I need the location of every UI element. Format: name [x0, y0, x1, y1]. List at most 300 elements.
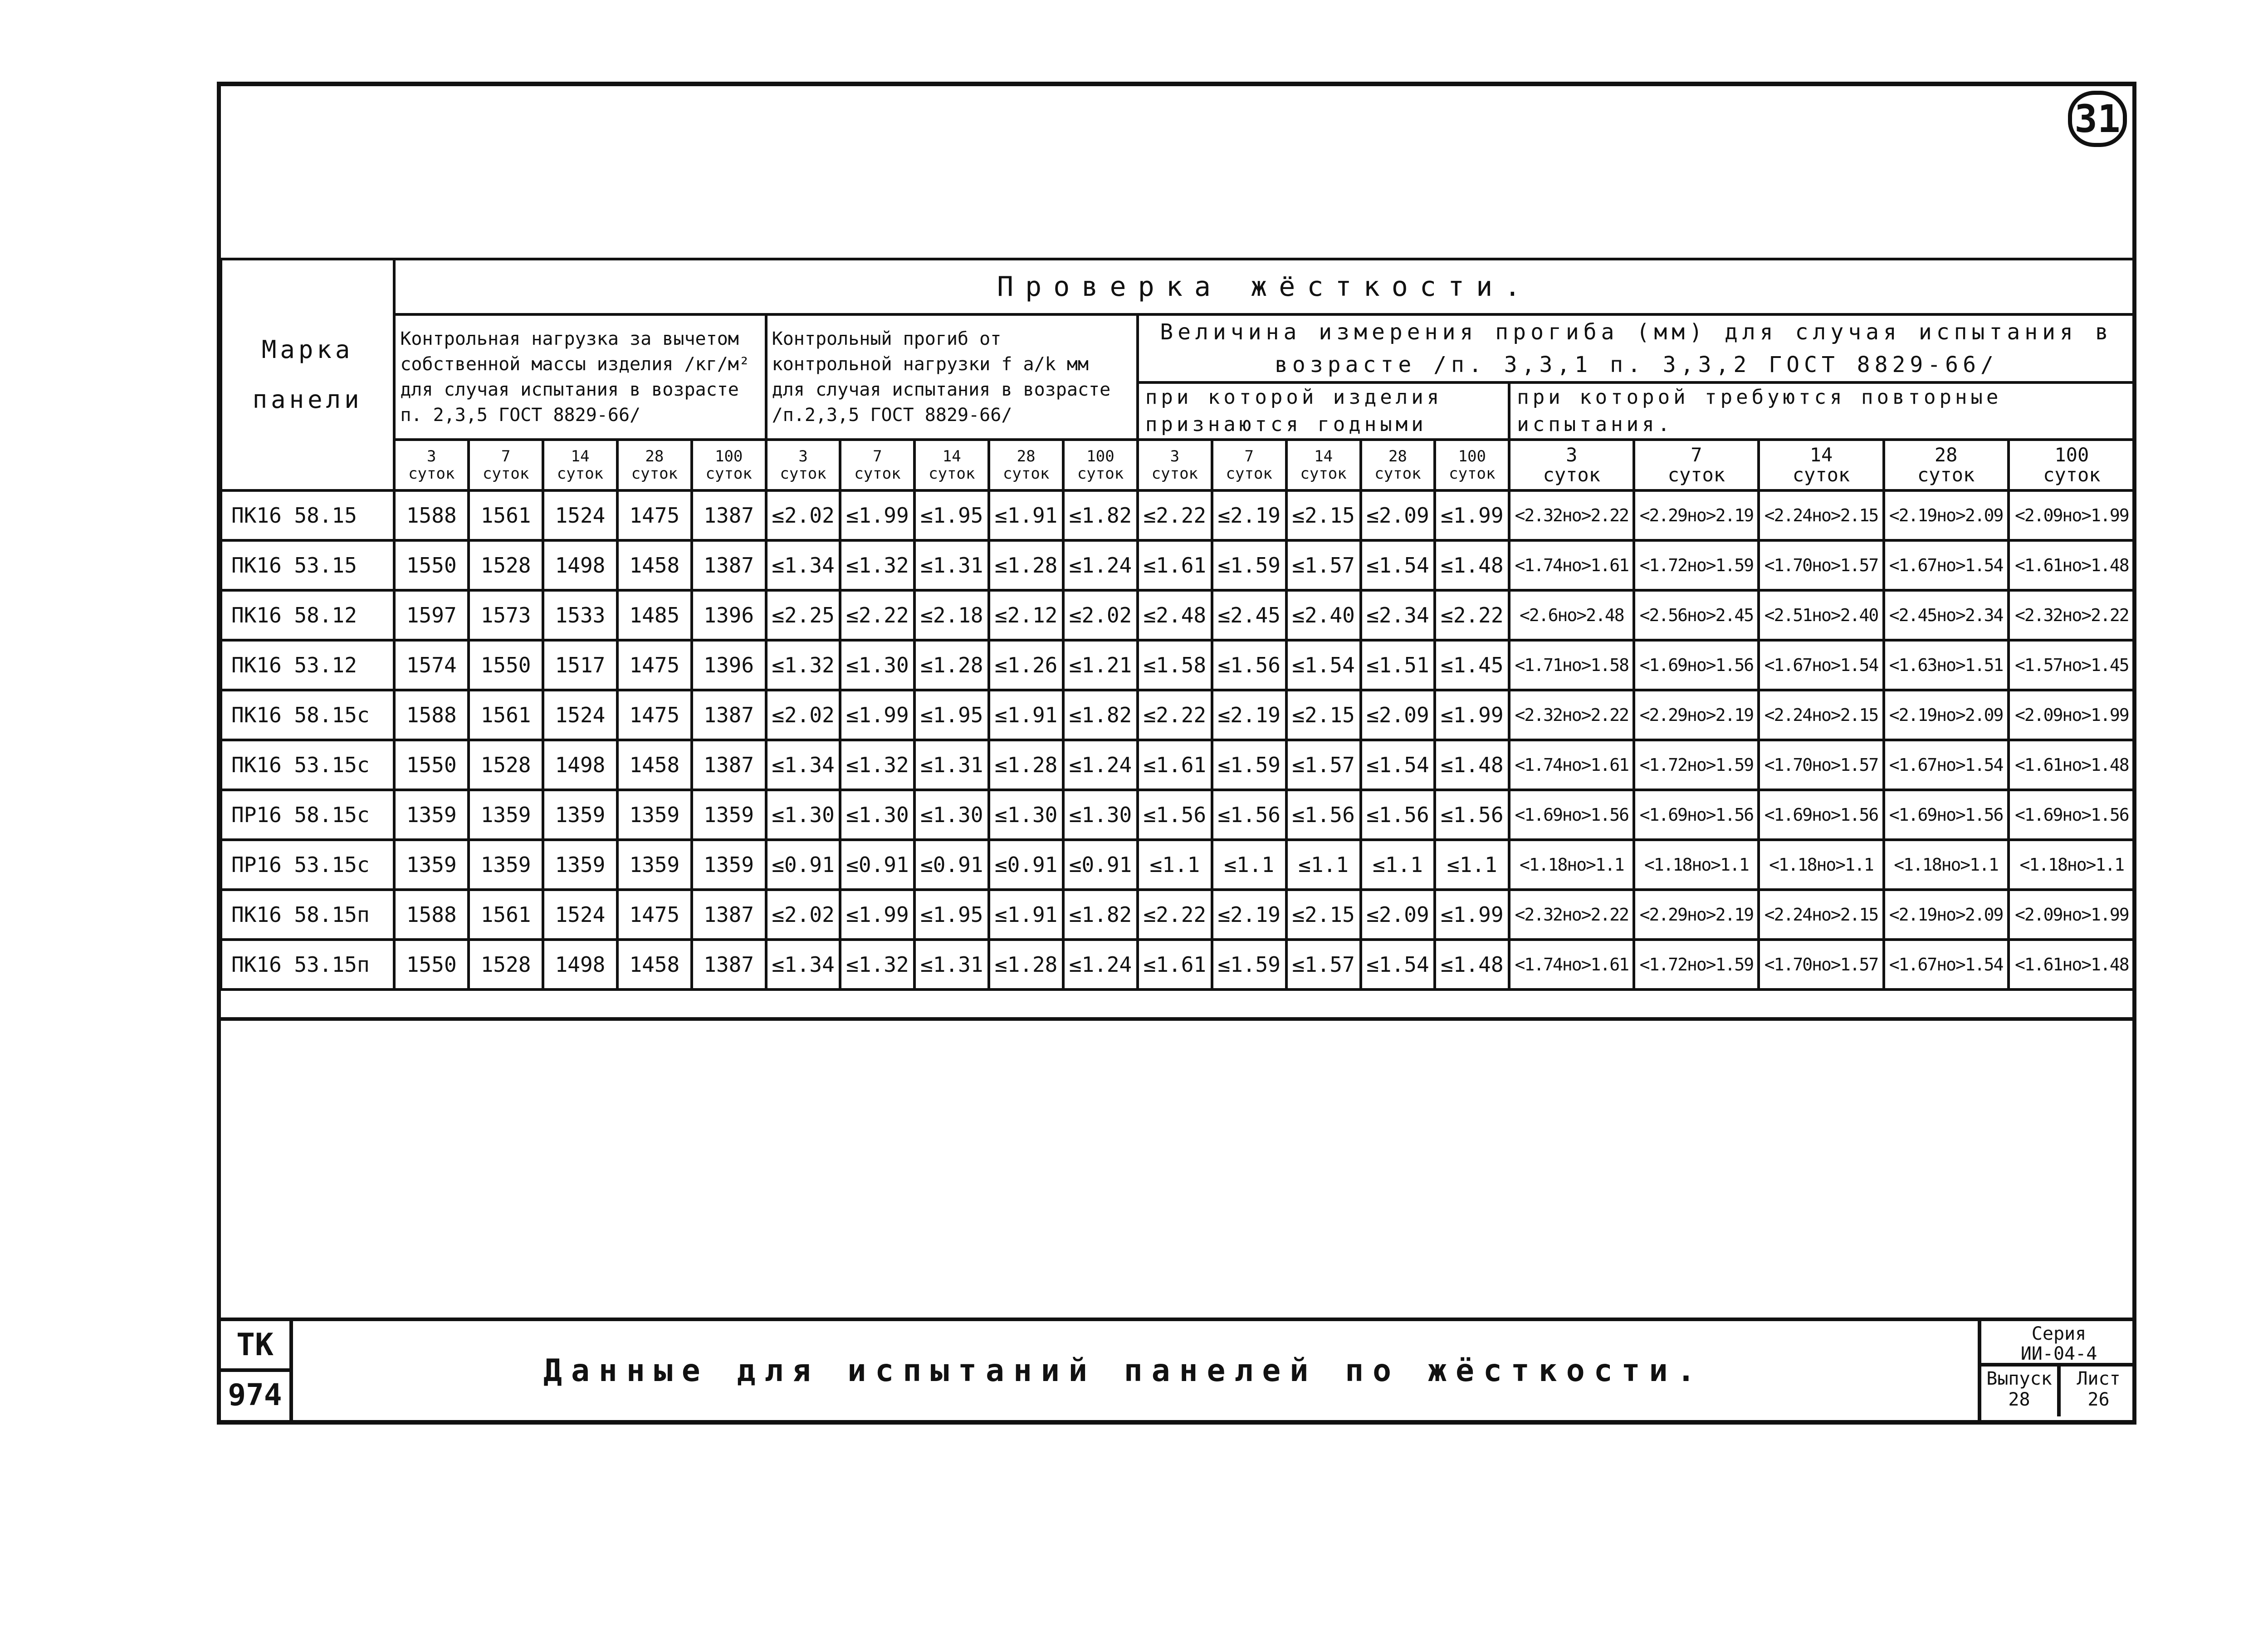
load-value-cell: 1597: [394, 590, 469, 640]
panel-mark-cell: ПК16 53.15: [221, 540, 394, 590]
repeat-value-cell: <1.61но>1.48: [2009, 740, 2135, 790]
load-value-cell: 1517: [543, 640, 617, 690]
good-value-cell: ≤1.99: [1435, 890, 1509, 940]
repeat-value-cell: <1.18но>1.1: [1884, 840, 2009, 890]
load-value-cell: 1528: [469, 940, 543, 989]
deflection-value-cell: ≤1.34: [766, 740, 841, 790]
repeat-value-cell: <1.69но>1.56: [1884, 790, 2009, 840]
day-unit: суток: [705, 465, 752, 483]
good-value-cell: ≤2.09: [1361, 690, 1435, 740]
load-value-cell: 1475: [617, 890, 692, 940]
repeat-value-cell: <1.67но>1.54: [1884, 740, 2009, 790]
series-value: ИИ-04-4: [2020, 1343, 2097, 1364]
day-header-cell: [2009, 440, 2135, 490]
stamp-code: ТК: [220, 1321, 289, 1372]
repeat-value-cell: <1.70но>1.57: [1759, 940, 1883, 989]
repeat-value-cell: <1.61но>1.48: [2009, 540, 2135, 590]
deflection-value-cell: ≤1.95: [914, 490, 989, 540]
load-value-cell: 1524: [543, 890, 617, 940]
deflection-value-cell: ≤0.91: [989, 840, 1063, 890]
load-value-cell: 1359: [394, 840, 469, 890]
stiffness-table-area: [220, 258, 2136, 991]
load-value-cell: 1498: [543, 540, 617, 590]
deflection-value-cell: ≤1.21: [1063, 640, 1138, 690]
marka-header: Марка панели: [221, 259, 394, 490]
day-header-cell: [1884, 440, 2009, 490]
issue-value: 28: [2008, 1389, 2030, 1410]
deflection-value-cell: ≤1.82: [1063, 890, 1138, 940]
deflection-value-cell: ≤0.91: [1063, 840, 1138, 890]
issue-sheet-row: [1981, 1367, 2136, 1416]
panel-mark-cell: ПК16 58.15с: [221, 690, 394, 740]
load-value-cell: 1498: [543, 740, 617, 790]
repeat-value-cell: <2.29но>2.19: [1634, 890, 1759, 940]
repeat-value-cell: <1.18но>1.1: [1759, 840, 1883, 890]
deflection-value-cell: ≤1.30: [840, 640, 914, 690]
repeat-value-cell: <2.6но>2.48: [1509, 590, 1634, 640]
repeat-value-cell: <1.74но>1.61: [1509, 540, 1634, 590]
repeat-value-cell: <1.18но>1.1: [1509, 840, 1634, 890]
good-value-cell: ≤1.54: [1361, 540, 1435, 590]
load-value-cell: 1387: [692, 890, 766, 940]
repeat-value-cell: <2.24но>2.15: [1759, 890, 1883, 940]
deflection-value-cell: ≤1.30: [766, 790, 841, 840]
deflection-value-cell: ≤1.82: [1063, 490, 1138, 540]
good-value-cell: ≤1.51: [1361, 640, 1435, 690]
day-unit: суток: [557, 465, 604, 483]
load-value-cell: 1528: [469, 540, 543, 590]
issue-label: Выпуск: [1986, 1368, 2052, 1389]
good-value-cell: ≤2.15: [1286, 490, 1361, 540]
day-unit: суток: [929, 465, 975, 483]
deflection-value-cell: ≤0.91: [840, 840, 914, 890]
load-value-cell: 1387: [692, 540, 766, 590]
day-unit: суток: [1374, 465, 1421, 483]
deflection-value-cell: ≤2.02: [1063, 590, 1138, 640]
good-value-cell: ≤1.57: [1286, 540, 1361, 590]
stamp-box: [220, 1321, 293, 1421]
good-value-cell: ≤1.59: [1212, 740, 1286, 790]
good-value-cell: ≤1.59: [1212, 540, 1286, 590]
day-header-cell: [1286, 440, 1361, 490]
deflection-value-cell: ≤1.32: [840, 540, 914, 590]
day-unit: суток: [1077, 465, 1124, 483]
repeat-value-cell: <1.69но>1.56: [2009, 790, 2135, 840]
day-header-cell: [914, 440, 989, 490]
day-unit: суток: [1151, 465, 1198, 483]
deflection-value-cell: ≤1.32: [840, 940, 914, 989]
good-value-cell: ≤2.19: [1212, 490, 1286, 540]
load-value-cell: 1475: [617, 640, 692, 690]
load-value-cell: 1475: [617, 690, 692, 740]
day-number: 3: [798, 447, 808, 465]
good-value-cell: ≤2.09: [1361, 890, 1435, 940]
deflection-value-cell: ≤1.82: [1063, 690, 1138, 740]
repeat-value-cell: <1.69но>1.56: [1759, 790, 1883, 840]
load-value-cell: 1550: [394, 940, 469, 989]
table-row: [221, 790, 2135, 840]
load-value-cell: 1533: [543, 590, 617, 640]
day-number: 7: [501, 447, 511, 465]
repeat-value-cell: <1.18но>1.1: [2009, 840, 2135, 890]
load-value-cell: 1528: [469, 740, 543, 790]
deflection-value-cell: ≤1.99: [840, 690, 914, 740]
deflection-value-cell: ≤1.30: [989, 790, 1063, 840]
repeat-subheader: при которой требуются повторные испытания.: [1509, 382, 2135, 440]
day-header-cell: [1063, 440, 1138, 490]
day-number: 3: [427, 447, 436, 465]
load-value-cell: 1498: [543, 940, 617, 989]
panel-mark-cell: ПР16 58.15с: [221, 790, 394, 840]
day-header-cell: [1435, 440, 1509, 490]
load-value-cell: 1550: [394, 740, 469, 790]
deflection-value-cell: ≤1.32: [766, 640, 841, 690]
day-unit: суток: [631, 465, 678, 483]
load-value-cell: 1359: [692, 840, 766, 890]
repeat-value-cell: <1.67но>1.54: [1884, 940, 2009, 989]
table-row: [221, 540, 2135, 590]
deflection-value-cell: ≤1.91: [989, 490, 1063, 540]
deflection-value-cell: ≤2.02: [766, 690, 841, 740]
deflection-value-cell: ≤2.02: [766, 890, 841, 940]
issue-cell: [1981, 1367, 2061, 1416]
day-unit: суток: [1002, 465, 1050, 483]
deflection-value-cell: ≤1.28: [989, 940, 1063, 989]
repeat-value-cell: <1.67но>1.54: [1759, 640, 1883, 690]
repeat-value-cell: <2.19но>2.09: [1884, 490, 2009, 540]
good-value-cell: ≤1.54: [1361, 740, 1435, 790]
load-value-cell: 1561: [469, 490, 543, 540]
good-value-cell: ≤2.40: [1286, 590, 1361, 640]
good-value-cell: ≤2.22: [1138, 890, 1212, 940]
repeat-value-cell: <2.19но>2.09: [1884, 890, 2009, 940]
deflection-value-cell: ≤1.28: [989, 540, 1063, 590]
repeat-value-cell: <2.56но>2.45: [1634, 590, 1759, 640]
good-value-cell: ≤1.45: [1435, 640, 1509, 690]
load-value-cell: 1561: [469, 690, 543, 740]
deflection-value-cell: ≤1.91: [989, 890, 1063, 940]
good-value-cell: ≤1.57: [1286, 740, 1361, 790]
good-value-cell: ≤1.54: [1361, 940, 1435, 989]
title-block: [217, 1318, 2136, 1425]
day-header-cell: [989, 440, 1063, 490]
day-header-cell: [766, 440, 841, 490]
good-value-cell: ≤2.22: [1138, 690, 1212, 740]
panel-mark-cell: ПК16 58.15п: [221, 890, 394, 940]
repeat-value-cell: <2.32но>2.22: [1509, 890, 1634, 940]
repeat-value-cell: <1.61но>1.48: [2009, 940, 2135, 989]
good-value-cell: ≤1.1: [1212, 840, 1286, 890]
load-value-cell: 1359: [543, 840, 617, 890]
sheet-number-circle: 31: [2068, 91, 2127, 147]
day-header-cell: [1759, 440, 1883, 490]
repeat-value-cell: <2.45но>2.34: [1884, 590, 2009, 640]
day-unit: суток: [1300, 465, 1347, 483]
load-value-cell: 1359: [617, 840, 692, 890]
deflection-value-cell: ≤1.32: [840, 740, 914, 790]
good-value-cell: ≤1.1: [1138, 840, 1212, 890]
day-number: 14: [1809, 444, 1833, 466]
deflection-value-cell: ≤1.34: [766, 940, 841, 989]
load-value-cell: 1573: [469, 590, 543, 640]
repeat-value-cell: <1.69но>1.56: [1634, 640, 1759, 690]
day-number: 28: [1017, 447, 1036, 465]
deflection-value-cell: ≤2.25: [766, 590, 841, 640]
good-value-cell: ≤1.99: [1435, 490, 1509, 540]
good-value-cell: ≤1.61: [1138, 540, 1212, 590]
good-value-cell: ≤1.58: [1138, 640, 1212, 690]
panel-mark-cell: ПК16 53.15с: [221, 740, 394, 790]
good-value-cell: ≤1.48: [1435, 940, 1509, 989]
repeat-value-cell: <2.32но>2.22: [1509, 490, 1634, 540]
deflection-value-cell: ≤1.34: [766, 540, 841, 590]
day-header-cell: [543, 440, 617, 490]
day-unit: суток: [2043, 464, 2101, 486]
days-header-row: [221, 440, 2135, 490]
deflection-value-cell: ≤1.30: [1063, 790, 1138, 840]
deflection-value-cell: ≤1.31: [914, 740, 989, 790]
deflection-value-cell: ≤1.24: [1063, 940, 1138, 989]
day-header-cell: [394, 440, 469, 490]
deflection-value-cell: ≤1.31: [914, 940, 989, 989]
load-value-cell: 1588: [394, 490, 469, 540]
day-header-cell: [1634, 440, 1759, 490]
deflection-value-cell: ≤1.28: [989, 740, 1063, 790]
load-value-cell: 1588: [394, 690, 469, 740]
repeat-value-cell: <1.18но>1.1: [1634, 840, 1759, 890]
good-value-cell: ≤1.57: [1286, 940, 1361, 989]
good-value-cell: ≤1.99: [1435, 690, 1509, 740]
day-number: 14: [942, 447, 961, 465]
panel-mark-cell: ПК16 58.15: [221, 490, 394, 540]
load-value-cell: 1387: [692, 940, 766, 989]
good-value-cell: ≤1.59: [1212, 940, 1286, 989]
deflection-value-cell: ≤1.24: [1063, 740, 1138, 790]
repeat-value-cell: <2.32но>2.22: [1509, 690, 1634, 740]
day-number: 3: [1170, 447, 1180, 465]
good-value-cell: ≤1.48: [1435, 540, 1509, 590]
repeat-value-cell: <1.69но>1.56: [1509, 790, 1634, 840]
repeat-value-cell: <1.69но>1.56: [1634, 790, 1759, 840]
stiffness-table: [220, 258, 2136, 991]
good-subheader: при которой изделия признаются годными: [1138, 382, 1509, 440]
load-value-cell: 1550: [469, 640, 543, 690]
good-value-cell: ≤2.45: [1212, 590, 1286, 640]
good-value-cell: ≤2.48: [1138, 590, 1212, 640]
repeat-value-cell: <2.29но>2.19: [1634, 490, 1759, 540]
day-header-cell: [1212, 440, 1286, 490]
load-value-cell: 1396: [692, 590, 766, 640]
load-value-cell: 1387: [692, 490, 766, 540]
sheet-cell: [2061, 1367, 2136, 1416]
good-value-cell: ≤1.1: [1286, 840, 1361, 890]
day-unit: суток: [1449, 465, 1496, 483]
repeat-value-cell: <1.70но>1.57: [1759, 740, 1883, 790]
repeat-value-cell: <2.09но>1.99: [2009, 490, 2135, 540]
table-row: [221, 490, 2135, 540]
table-row: [221, 590, 2135, 640]
good-value-cell: ≤1.48: [1435, 740, 1509, 790]
day-number: 28: [645, 447, 664, 465]
deflection-value-cell: ≤0.91: [766, 840, 841, 890]
load-value-cell: 1387: [692, 740, 766, 790]
load-value-cell: 1458: [617, 940, 692, 989]
table-row: [221, 690, 2135, 740]
day-number: 7: [1691, 444, 1702, 466]
day-number: 7: [873, 447, 882, 465]
repeat-value-cell: <1.70но>1.57: [1759, 540, 1883, 590]
drawing-title: Данные для испытаний панелей по жёсткости.: [543, 1353, 1705, 1389]
good-value-cell: ≤1.61: [1138, 740, 1212, 790]
day-number: 100: [714, 447, 743, 465]
load-value-cell: 1588: [394, 890, 469, 940]
deflection-value-cell: ≤0.91: [914, 840, 989, 890]
day-unit: суток: [1226, 465, 1272, 483]
good-value-cell: ≤1.56: [1361, 790, 1435, 840]
table-bottom-border: [217, 1017, 2136, 1021]
repeat-value-cell: <2.19но>2.09: [1884, 690, 2009, 740]
load-value-cell: 1475: [617, 490, 692, 540]
sheet-value: 26: [2087, 1389, 2110, 1410]
load-value-cell: 1359: [617, 790, 692, 840]
deflection-value-cell: ≤1.24: [1063, 540, 1138, 590]
table-row: [221, 840, 2135, 890]
good-value-cell: ≤1.56: [1212, 640, 1286, 690]
day-unit: суток: [408, 465, 455, 483]
panel-mark-cell: ПК16 58.12: [221, 590, 394, 640]
series-box: [1978, 1321, 2136, 1420]
day-number: 14: [1314, 447, 1333, 465]
panel-mark-cell: ПК16 53.15п: [221, 940, 394, 989]
table-title: Проверка жёсткости.: [394, 259, 2135, 314]
good-value-cell: ≤2.34: [1361, 590, 1435, 640]
good-value-cell: ≤2.19: [1212, 890, 1286, 940]
good-value-cell: ≤1.1: [1361, 840, 1435, 890]
deflection-group-header: Контрольный прогиб от контрольной нагрузки f a/k мм для случая испытания в возрасте /п.2,3,5 ГОСТ 8829-66/: [766, 314, 1138, 440]
day-number: 7: [1244, 447, 1254, 465]
day-unit: суток: [1792, 464, 1850, 486]
day-header-cell: [1361, 440, 1435, 490]
day-number: 3: [1566, 444, 1578, 466]
day-number: 14: [571, 447, 590, 465]
load-group-header: Контрольная нагрузка за вычетом собственной массы изделия /кг/м² для случая испытания в возрасте п. 2,3,5 ГОСТ 8829-66/: [394, 314, 766, 440]
day-number: 100: [1086, 447, 1114, 465]
deflection-value-cell: ≤1.30: [914, 790, 989, 840]
load-value-cell: 1387: [692, 690, 766, 740]
load-value-cell: 1359: [469, 840, 543, 890]
repeat-value-cell: <2.29но>2.19: [1634, 690, 1759, 740]
good-value-cell: ≤1.54: [1286, 640, 1361, 690]
good-value-cell: ≤2.22: [1435, 590, 1509, 640]
day-unit: суток: [1667, 464, 1725, 486]
good-value-cell: ≤1.56: [1435, 790, 1509, 840]
repeat-value-cell: <1.71но>1.58: [1509, 640, 1634, 690]
repeat-value-cell: <1.67но>1.54: [1884, 540, 2009, 590]
repeat-value-cell: <1.57но>1.45: [2009, 640, 2135, 690]
panel-mark-cell: ПК16 53.12: [221, 640, 394, 690]
day-number: 28: [1934, 444, 1958, 466]
repeat-value-cell: <2.32но>2.22: [2009, 590, 2135, 640]
panel-mark-cell: ПР16 53.15с: [221, 840, 394, 890]
load-value-cell: 1359: [692, 790, 766, 840]
good-value-cell: ≤1.1: [1435, 840, 1509, 890]
table-row: [221, 940, 2135, 989]
series-cell: [1981, 1321, 2136, 1367]
load-value-cell: 1458: [617, 540, 692, 590]
good-value-cell: ≤2.15: [1286, 890, 1361, 940]
load-value-cell: 1485: [617, 590, 692, 640]
repeat-value-cell: <1.72но>1.59: [1634, 740, 1759, 790]
repeat-value-cell: <1.74но>1.61: [1509, 940, 1634, 989]
deflection-value-cell: ≤2.18: [914, 590, 989, 640]
deflection-value-cell: ≤1.95: [914, 890, 989, 940]
day-unit: суток: [854, 465, 901, 483]
good-value-cell: ≤2.15: [1286, 690, 1361, 740]
deflection-value-cell: ≤1.99: [840, 490, 914, 540]
stamp-number: 974: [228, 1377, 282, 1412]
table-row: [221, 740, 2135, 790]
load-value-cell: 1359: [394, 790, 469, 840]
good-value-cell: ≤2.22: [1138, 490, 1212, 540]
repeat-value-cell: <1.72но>1.59: [1634, 540, 1759, 590]
deflection-value-cell: ≤1.91: [989, 690, 1063, 740]
repeat-value-cell: <1.74но>1.61: [1509, 740, 1634, 790]
day-number: 28: [1388, 447, 1407, 465]
load-value-cell: 1396: [692, 640, 766, 690]
day-header-cell: [692, 440, 766, 490]
measure-group-header: Величина измерения прогиба (мм) для случая испытания в возрасте /п. 3,3,1 п. 3,3,2 ГОСТ 8829-66/: [1138, 314, 2135, 382]
repeat-value-cell: <2.09но>1.99: [2009, 690, 2135, 740]
repeat-value-cell: <2.09но>1.99: [2009, 890, 2135, 940]
deflection-value-cell: ≤2.02: [766, 490, 841, 540]
repeat-value-cell: <2.24но>2.15: [1759, 690, 1883, 740]
table-row: [221, 640, 2135, 690]
load-value-cell: 1550: [394, 540, 469, 590]
day-number: 100: [1458, 447, 1486, 465]
day-header-cell: [469, 440, 543, 490]
deflection-value-cell: ≤1.30: [840, 790, 914, 840]
table-row: [221, 890, 2135, 940]
deflection-value-cell: ≤1.95: [914, 690, 989, 740]
load-value-cell: 1458: [617, 740, 692, 790]
repeat-value-cell: <2.24но>2.15: [1759, 490, 1883, 540]
good-value-cell: ≤2.09: [1361, 490, 1435, 540]
good-value-cell: ≤1.56: [1286, 790, 1361, 840]
day-unit: суток: [1917, 464, 1975, 486]
deflection-value-cell: ≤1.31: [914, 540, 989, 590]
day-header-cell: [617, 440, 692, 490]
load-value-cell: 1359: [469, 790, 543, 840]
load-value-cell: 1359: [543, 790, 617, 840]
good-value-cell: ≤1.56: [1138, 790, 1212, 840]
load-value-cell: 1574: [394, 640, 469, 690]
load-value-cell: 1524: [543, 690, 617, 740]
good-value-cell: ≤1.56: [1212, 790, 1286, 840]
day-header-cell: [1509, 440, 1634, 490]
day-header-cell: [1138, 440, 1212, 490]
deflection-value-cell: ≤1.26: [989, 640, 1063, 690]
load-value-cell: 1561: [469, 890, 543, 940]
repeat-value-cell: <2.51но>2.40: [1759, 590, 1883, 640]
good-value-cell: ≤2.19: [1212, 690, 1286, 740]
repeat-value-cell: <1.72но>1.59: [1634, 940, 1759, 989]
repeat-value-cell: <1.63но>1.51: [1884, 640, 2009, 690]
load-value-cell: 1524: [543, 490, 617, 540]
deflection-value-cell: ≤1.99: [840, 890, 914, 940]
deflection-value-cell: ≤2.22: [840, 590, 914, 640]
sheet-label: Лист: [2077, 1368, 2121, 1389]
day-header-cell: [840, 440, 914, 490]
